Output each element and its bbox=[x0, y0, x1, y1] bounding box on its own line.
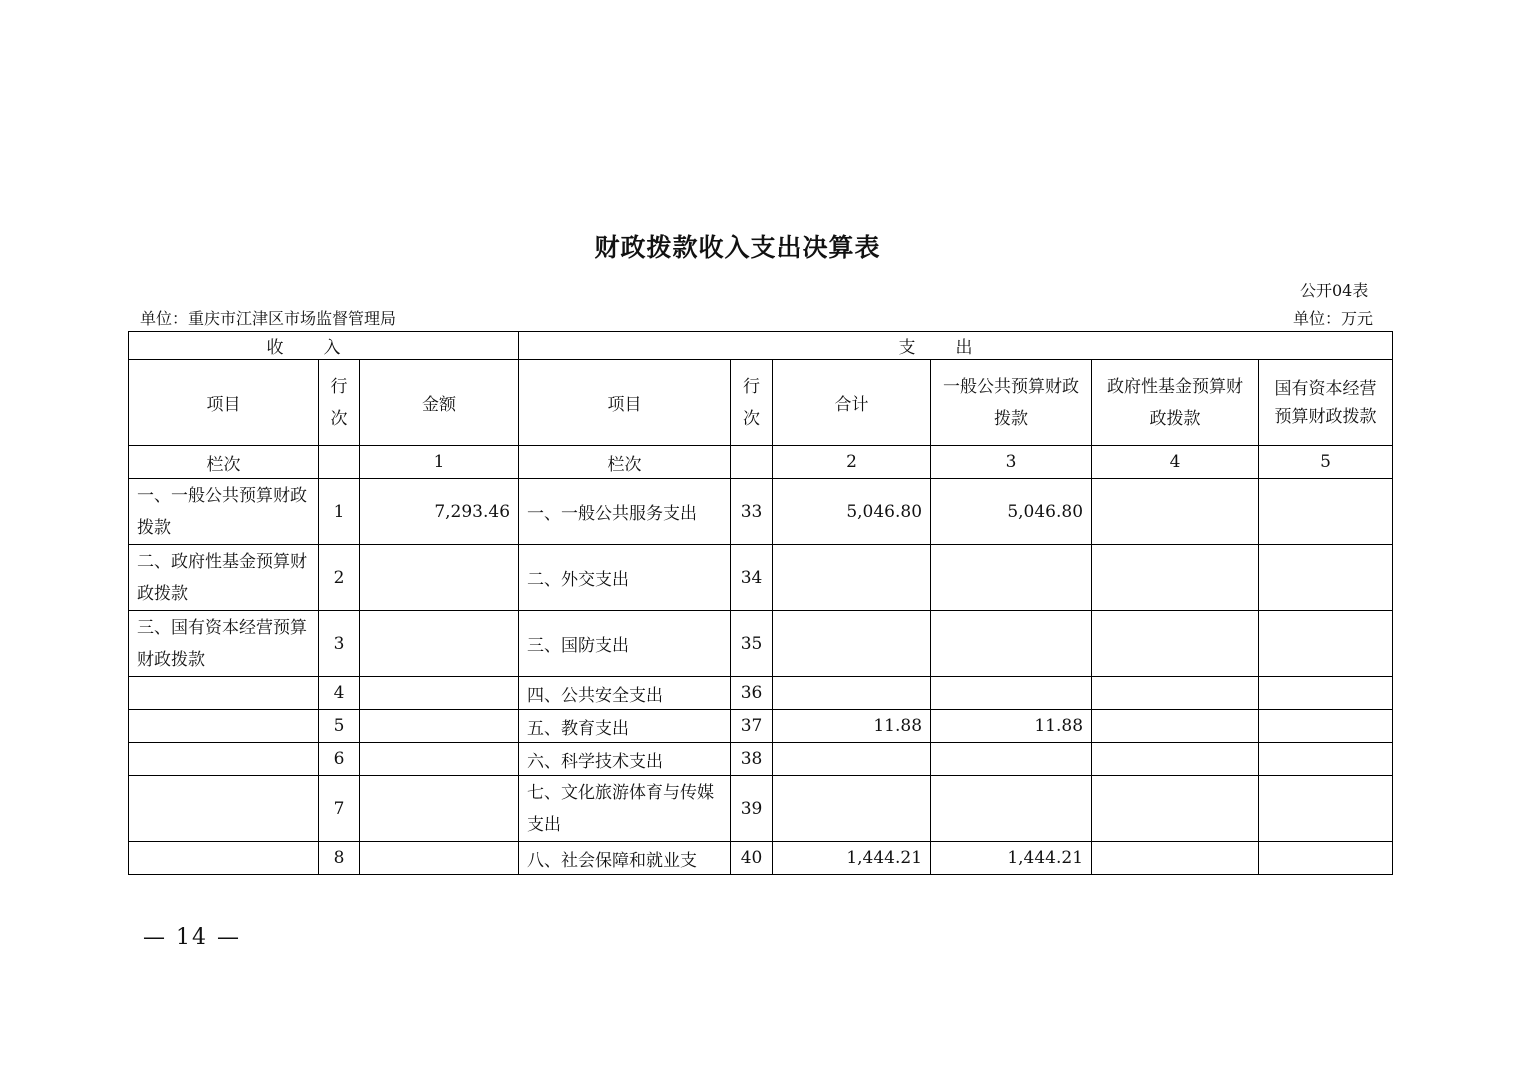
income-amount bbox=[360, 710, 519, 743]
table-row bbox=[129, 776, 1393, 842]
general-budget-amount bbox=[931, 611, 1092, 677]
index-gov-fund: 4 bbox=[1092, 446, 1259, 479]
col-income-amount: 金额 bbox=[360, 360, 519, 446]
expense-row-no: 40 bbox=[731, 842, 773, 875]
total-amount bbox=[773, 776, 931, 842]
general-budget-amount bbox=[931, 677, 1092, 710]
index-label: 栏次 bbox=[129, 446, 319, 479]
income-amount: 7,293.46 bbox=[360, 479, 519, 545]
column-index-row bbox=[129, 446, 1393, 479]
state-capital-amount bbox=[1259, 776, 1393, 842]
fiscal-appropriation-table bbox=[128, 331, 1393, 875]
state-capital-amount bbox=[1259, 677, 1393, 710]
total-amount: 11.88 bbox=[773, 710, 931, 743]
general-budget-amount bbox=[931, 743, 1092, 776]
income-amount bbox=[360, 611, 519, 677]
income-item bbox=[129, 710, 319, 743]
state-capital-amount bbox=[1259, 842, 1393, 875]
expense-row-no: 37 bbox=[731, 710, 773, 743]
table-row bbox=[129, 545, 1393, 611]
table-row bbox=[129, 743, 1393, 776]
general-budget-amount: 1,444.21 bbox=[931, 842, 1092, 875]
expense-item: 二、外交支出 bbox=[519, 545, 731, 611]
page-number: — 14 — bbox=[143, 925, 241, 950]
index-empty bbox=[731, 446, 773, 479]
total-amount: 1,444.21 bbox=[773, 842, 931, 875]
income-item bbox=[129, 776, 319, 842]
unit-currency: 单位：万元 bbox=[1293, 309, 1374, 328]
general-budget-amount bbox=[931, 776, 1092, 842]
income-row-no: 1 bbox=[319, 479, 360, 545]
general-budget-amount: 11.88 bbox=[931, 710, 1092, 743]
income-row-no: 2 bbox=[319, 545, 360, 611]
col-expense-row-no: 行次 bbox=[731, 360, 773, 446]
expense-item: 七、文化旅游体育与传媒支出 bbox=[519, 776, 731, 842]
expense-section-header: 支出 bbox=[519, 332, 1393, 360]
income-amount bbox=[360, 743, 519, 776]
total-amount bbox=[773, 545, 931, 611]
general-budget-amount bbox=[931, 545, 1092, 611]
total-amount: 5,046.80 bbox=[773, 479, 931, 545]
income-amount bbox=[360, 545, 519, 611]
col-general-budget: 一般公共预算财政拨款 bbox=[931, 360, 1092, 446]
gov-fund-amount bbox=[1092, 710, 1259, 743]
index-state-capital: 5 bbox=[1259, 446, 1393, 479]
expense-item: 一、一般公共服务支出 bbox=[519, 479, 731, 545]
unit-organization: 单位：重庆市江津区市场监督管理局 bbox=[140, 309, 397, 328]
index-general-budget: 3 bbox=[931, 446, 1092, 479]
income-amount bbox=[360, 842, 519, 875]
gov-fund-amount bbox=[1092, 545, 1259, 611]
income-row-no: 4 bbox=[319, 677, 360, 710]
index-income-amount: 1 bbox=[360, 446, 519, 479]
expense-row-no: 36 bbox=[731, 677, 773, 710]
expense-item: 五、教育支出 bbox=[519, 710, 731, 743]
col-income-item: 项目 bbox=[129, 360, 319, 446]
index-expense-label: 栏次 bbox=[519, 446, 731, 479]
income-item: 一、一般公共预算财政拨款 bbox=[129, 479, 319, 545]
gov-fund-amount bbox=[1092, 776, 1259, 842]
section-header-row bbox=[129, 332, 1393, 360]
state-capital-amount bbox=[1259, 710, 1393, 743]
income-row-no: 7 bbox=[319, 776, 360, 842]
state-capital-amount bbox=[1259, 611, 1393, 677]
expense-item: 八、社会保障和就业支 bbox=[519, 842, 731, 875]
income-row-no: 6 bbox=[319, 743, 360, 776]
general-budget-amount: 5,046.80 bbox=[931, 479, 1092, 545]
income-item: 三、国有资本经营预算财政拨款 bbox=[129, 611, 319, 677]
table-row bbox=[129, 479, 1393, 545]
expense-row-no: 38 bbox=[731, 743, 773, 776]
col-total: 合计 bbox=[773, 360, 931, 446]
expense-row-no: 34 bbox=[731, 545, 773, 611]
page-title: 财政拨款收入支出决算表 bbox=[594, 233, 881, 262]
gov-fund-amount bbox=[1092, 743, 1259, 776]
index-total: 2 bbox=[773, 446, 931, 479]
table-row bbox=[129, 710, 1393, 743]
total-amount bbox=[773, 743, 931, 776]
col-expense-item: 项目 bbox=[519, 360, 731, 446]
state-capital-amount bbox=[1259, 743, 1393, 776]
gov-fund-amount bbox=[1092, 677, 1259, 710]
income-section-header: 收入 bbox=[129, 332, 519, 360]
form-number: 公开04表 bbox=[1300, 281, 1369, 300]
col-income-row-no: 行次 bbox=[319, 360, 360, 446]
income-item bbox=[129, 743, 319, 776]
total-amount bbox=[773, 611, 931, 677]
state-capital-amount bbox=[1259, 545, 1393, 611]
table-row bbox=[129, 677, 1393, 710]
expense-row-no: 35 bbox=[731, 611, 773, 677]
column-header-row bbox=[129, 360, 1393, 446]
table-row bbox=[129, 611, 1393, 677]
col-gov-fund: 政府性基金预算财政拨款 bbox=[1092, 360, 1259, 446]
income-item: 二、政府性基金预算财政拨款 bbox=[129, 545, 319, 611]
index-empty bbox=[319, 446, 360, 479]
state-capital-amount bbox=[1259, 479, 1393, 545]
gov-fund-amount bbox=[1092, 842, 1259, 875]
expense-row-no: 33 bbox=[731, 479, 773, 545]
expense-item: 六、科学技术支出 bbox=[519, 743, 731, 776]
col-state-capital: 国有资本经营预算财政拨款 bbox=[1259, 360, 1393, 446]
expense-row-no: 39 bbox=[731, 776, 773, 842]
expense-item: 四、公共安全支出 bbox=[519, 677, 731, 710]
income-amount bbox=[360, 776, 519, 842]
income-row-no: 3 bbox=[319, 611, 360, 677]
income-row-no: 8 bbox=[319, 842, 360, 875]
income-item bbox=[129, 842, 319, 875]
gov-fund-amount bbox=[1092, 479, 1259, 545]
total-amount bbox=[773, 677, 931, 710]
table-row bbox=[129, 842, 1393, 875]
expense-item: 三、国防支出 bbox=[519, 611, 731, 677]
gov-fund-amount bbox=[1092, 611, 1259, 677]
income-amount bbox=[360, 677, 519, 710]
income-row-no: 5 bbox=[319, 710, 360, 743]
income-item bbox=[129, 677, 319, 710]
